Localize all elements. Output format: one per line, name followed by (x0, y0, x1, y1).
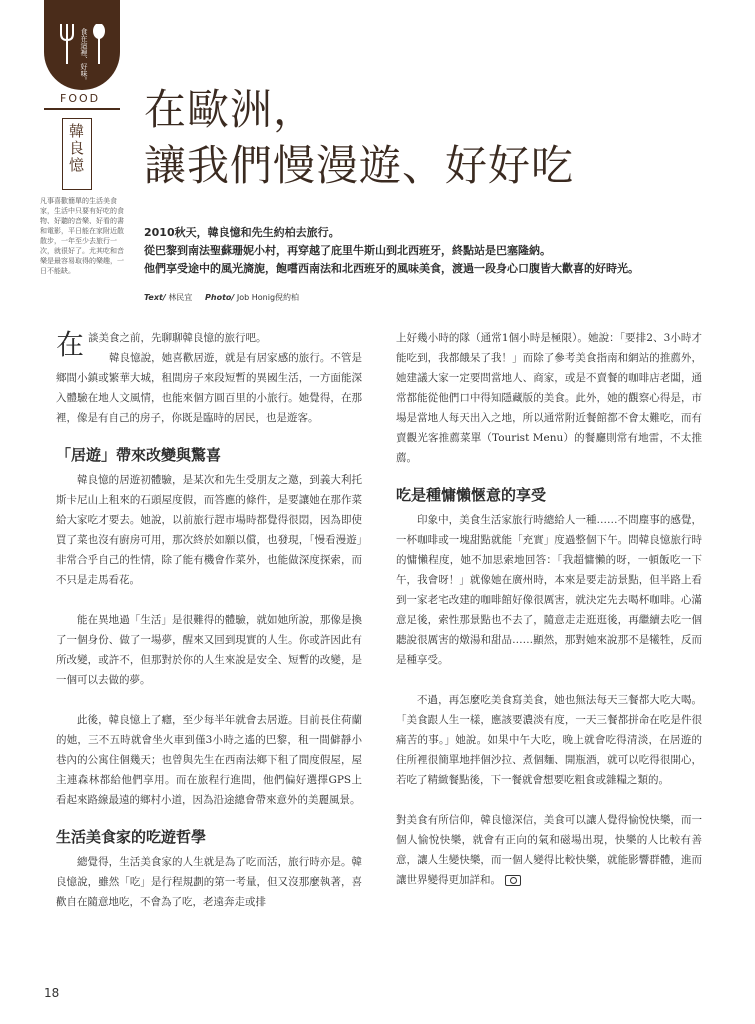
title-line-1: 在歐洲， (144, 85, 317, 134)
page-title (144, 82, 734, 194)
camera-icon (505, 875, 521, 886)
section-divider (44, 108, 120, 110)
closing-text: 對美食有所信仰，韓良憶深信，美食可以讓人覺得愉悅快樂，而一個人愉悅快樂，就會有正向的氣和磁場出現，快樂的人比較有善意，讓人生變快樂，而一個人變得比較快樂，就能影響群體，進而讓世界變得更加詳和。 (396, 814, 702, 886)
lead-line-3: 他們享受途中的風光旖旎，飽嚐西南法和北西班牙的風味美食，渡過一段身心口腹皆大歡喜的好時光。 (144, 262, 639, 275)
photo-credit-name: Job Honig倪約柏 (236, 293, 300, 302)
intro-paragraph (56, 328, 362, 361)
author-name: 韓良憶 (67, 123, 85, 174)
author-bio: 凡事喜歡簡單的生活美食家，生活中只要有好吃的食物、好聽的音樂、好看的書和電影，平日能在家附近散散步，一年至少去旅行一次，就很好了。尤其吃和音樂是最容易取得的樂趣，一日不能缺。 (40, 197, 124, 275)
paragraph: 能在異地過「生活」是很難得的體驗，就如她所說，那像是換了一個身份、做了一場夢，醒來又回到現實的人生。你或許因此有所改變，或許不，但那對於你的人生來說是安全、短暫的改變，是一個可以去做的夢。 (56, 614, 362, 686)
drop-cap: 在 (56, 328, 85, 361)
paragraph: 總覺得，生活美食家的人生就是為了吃而活，旅行時亦是。韓良憶說，雖然「吃」是行程規劃的第一考量，但又沒那麼執著，喜歡自在隨意地吃，不會為了吃，老遠奔走或排 (56, 856, 362, 908)
spoon-icon (92, 24, 106, 69)
lead-line-2: 從巴黎到南法聖蘇珊妮小村，再穿越了庇里牛斯山到北西班牙，終點站是巴塞隆納。 (144, 244, 551, 257)
paragraph: 不過，再怎麼吃美食寫美食，她也無法每天三餐都大吃大喝。「美食跟人生一樣，應該要濃淡有度，一天三餐都拼命在吃是件很痛苦的事。」她說。如果中午大吃，晚上就會吃得清淡，在居遊的住所裡很簡單地拌個沙拉、煮個麵、開瓶酒，就可以吃得很開心，若吃了精緻餐點後，下一餐就會想要吃粗食或雜糧之類的。 (396, 694, 702, 786)
title-line-2: 讓我們慢漫遊、好好吃 (144, 141, 575, 190)
intro-text: 談美食之前，先聊聊韓良憶的旅行吧。 (88, 332, 267, 344)
section-label: FOOD (60, 92, 101, 105)
subheading: 「居遊」帶來改變與驚喜 (56, 446, 222, 464)
subheading: 生活美食家的吃遊哲學 (56, 828, 207, 846)
text-credit-label: Text/ (144, 293, 166, 302)
closing-paragraph (396, 810, 702, 890)
paragraph: 韓良憶的居遊初體驗，是某次和先生受朋友之邀，到義大利托斯卡尼山上租來的石頭屋度假，而答應的條件，是要讓她在那作菜給大家吃才要去。她說，以前旅行趕市場時都覺得很悶，因為即使買了菜也沒有廚房可用，那次終於如願以償，也發現，「慢看漫遊」非常合乎自己的性情，除了能有機會作菜外，也能做深度探索，而不只是走馬看花。 (56, 474, 362, 586)
article-column-left (56, 328, 362, 912)
paragraph: 此後，韓良憶上了癮，至少每半年就會去居遊。目前長住荷蘭的她，三不五時就會坐火車到僅3小時之遙的巴黎，租一間僻靜小巷內的公寓住個幾天；也曾與先生在西南法鄉下租了間度假屋，屋主連森林都給他們享用。而在旅程行進間，他們偏好選擇GPS上看起來路線最遠的鄉村小道，因為沿途總會帶來意外的美麗風景。 (56, 714, 362, 806)
paragraph: 韓良憶說，她喜歡居遊，就是有居家感的旅行。不管是鄉間小鎮或繁華大城，租間房子來段短暫的異國生活，一方面能深入體驗在地人文風情，也能來個方圓百里的小旅行。她覺得，在那裡，像是有自己的房子，你既是臨時的居民，也是遊客。 (56, 352, 362, 424)
lead-paragraph (144, 224, 704, 278)
fork-icon (60, 24, 74, 69)
text-credit-name: 林民宜 (168, 293, 193, 302)
lead-line-1: 2010秋天，韓良憶和先生約柏去旅行。 (144, 226, 340, 239)
slogan-text: 食在這裡、好味。 (80, 28, 88, 84)
photo-credit-label: Photo/ (205, 293, 235, 302)
article-column-right (396, 328, 702, 890)
paragraph: 上好幾小時的隊（通常1個小時是極限）。她說：「要排2、3小時才能吃到，我都餓呆了我！」而除了參考美食指南和網站的推薦外，她建議大家一定要問當地人、商家，或是不賣餐的咖啡店老闆，通常都能從他們口中得知隱藏版的美食。此外，她的觀察心得是，市場是當地人每天出入之地，所以通常附近餐館都不會太難吃，而有賣觀光客推薦菜單（Tourist Menu）的餐廳則常有地雷，不太推薦。 (396, 332, 702, 464)
subheading: 吃是種慵懶愜意的享受 (396, 486, 547, 504)
byline (144, 292, 299, 303)
paragraph: 印象中，美食生活家旅行時總給人一種……不問塵事的感覺，一杯咖啡或一塊甜點就能「充實」度過整個下午。問韓良憶旅行時的慵懶程度，她不加思索地回答：「我超慵懶的呀，一頓飯吃一下午，我會呀！」就像她在廣州時，本來是要走訪景點，但半路上看到一家老宅改建的咖啡館好像很厲害，就決定先去喝杯咖啡。心滿意足後，索性那景點也不去了，隨意走走逛逛後，再繼續去吃一個聽說很厲害的燉湯和甜品……顯然，那對她來說那不是犧牲，反而是種享受。 (396, 514, 702, 666)
page-number: 18 (44, 986, 60, 1000)
